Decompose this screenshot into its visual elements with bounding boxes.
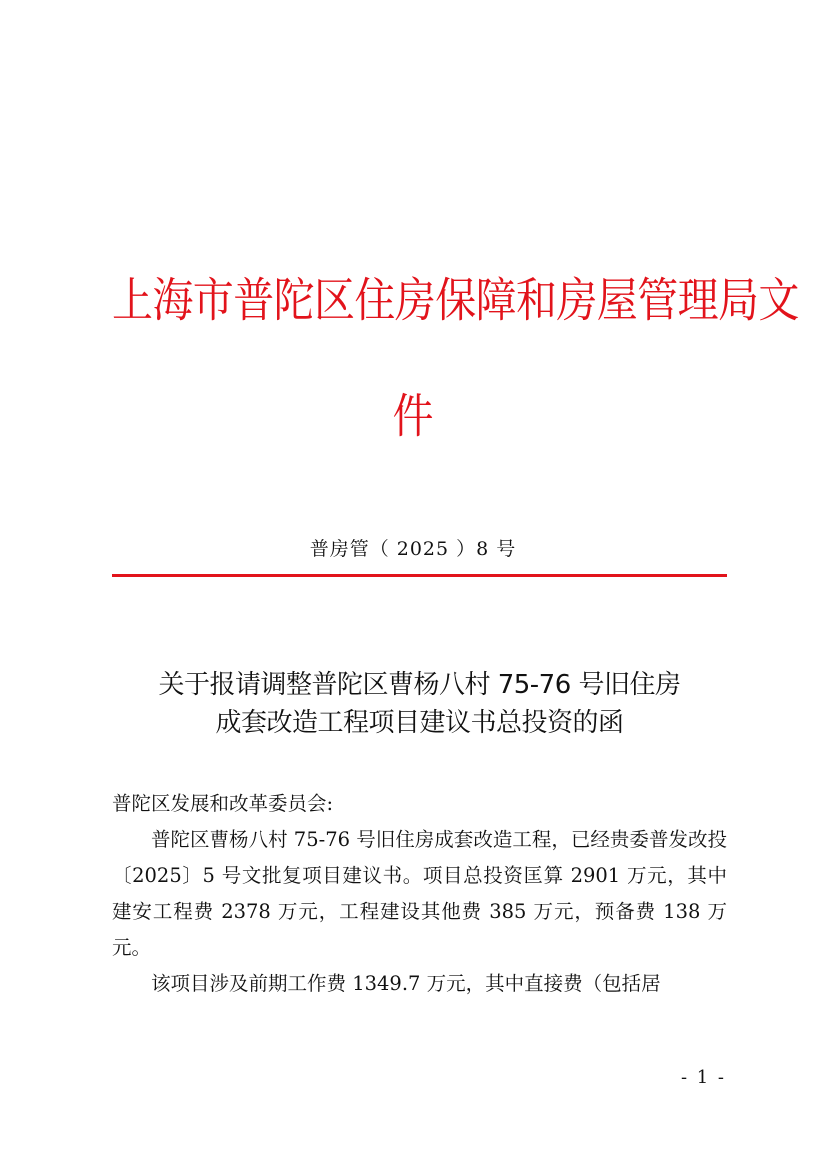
document-body — [112, 786, 727, 1002]
red-divider-line — [112, 574, 727, 577]
issuer-title-continuation: 件 — [392, 388, 434, 444]
document-subject — [112, 666, 727, 742]
salutation: 普陀区发展和改革委员会: — [112, 792, 334, 815]
document-number: 普房管（ 2025 ）8 号 — [309, 538, 517, 560]
body-paragraph-2: 该项目涉及前期工作费 1349.7 万元，其中直接费（包括居 — [151, 972, 661, 995]
subject-line-1: 关于报请调整普陀区曹杨八村 75-76 号旧住房 — [158, 670, 681, 700]
issuer-title: 上海市普陀区住房保障和房屋管理局文 — [112, 272, 799, 328]
page-number: - 1 - — [680, 1067, 726, 1088]
subject-line-2: 成套改造工程项目建议书总投资的函 — [215, 708, 624, 738]
body-paragraph-1: 普陀区曹杨八村 75-76 号旧住房成套改造工程，已经贵委普发改投〔2025〕5 号文批复项目建议书。项目总投资匡算 2901 万元，其中建安工程费 2378 万元，工程建设其他费 385 万元，预备费 138 万元。 — [112, 828, 727, 959]
